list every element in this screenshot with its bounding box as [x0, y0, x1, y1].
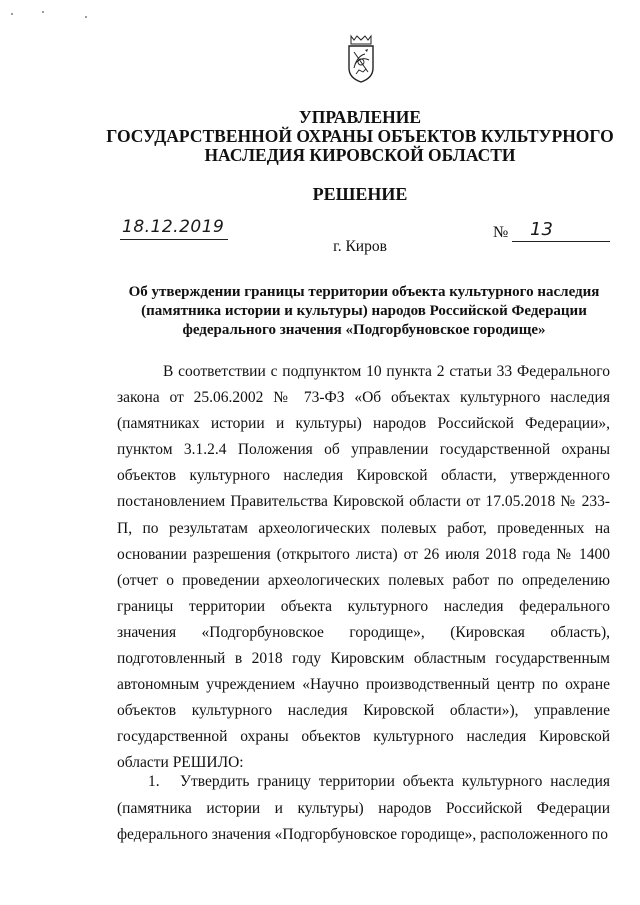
coat-of-arms-icon: [345, 34, 377, 84]
scan-specks: [0, 0, 120, 30]
number-label: №: [493, 224, 509, 241]
subject-line: Об утверждении границы территории объекта культурного наследия: [128, 284, 600, 300]
handwritten-date: 18.12.2019: [122, 217, 225, 237]
org-line: ГОСУДАРСТВЕННОЙ ОХРАНЫ ОБЪЕКТОВ КУЛЬТУРНОГО: [106, 126, 614, 146]
organization-name: [100, 108, 620, 165]
subject-line: федерального значения «Подгорбуновское городище»: [182, 322, 546, 338]
item-text: Утвердить границу территории объекта культурного наследия (памятника истории и культуры) народов Российской Федерации федерального значения «Подгорбуновское городище», расположенного по: [117, 773, 610, 844]
handwritten-number: 13: [530, 219, 553, 240]
preamble-paragraph: В соответствии с подпунктом 10 пункта 2 статьи 33 Федерального закона от 25.06.2002 № 73-ФЗ «Об объектах культурного наследия (памятниках истории и культуры) народов Российской Федерации», пунктом 3.1.2.4 Положения об управлении государственной охраны объектов культурного наследия Кировской области, утвержденного постановлением Правительства Кировской области от 17.05.2018 № 233-П, по результатам археологических полевых работ, проведенных на основании разрешения (открытого листа) от 26 июля 2018 года № 1400 (отчет о проведении археологических полевых работ по определению границы территории объекта культурного наследия федерального значения «Подгорбуновское городище», (Кировская область), подготовленный в 2018 году Кировским областным государственным автономным учреждением «Научно производственный центр по охране объектов культурного наследия Кировской области»), управление государственной охраны объектов культурного наследия Кировской области РЕШИЛО:: [117, 363, 610, 772]
document-type-title: РЕШЕНИЕ: [312, 184, 408, 204]
org-line: УПРАВЛЕНИЕ: [298, 107, 422, 127]
org-line: НАСЛЕДИЯ КИРОВСКОЙ ОБЛАСТИ: [204, 145, 516, 165]
city-line: г. Киров: [333, 238, 387, 255]
item-number: 1.: [148, 773, 160, 790]
decision-item: [117, 769, 610, 849]
date-field: [120, 217, 228, 240]
subject-line: (памятника истории и культуры) народов Российской Федерации: [141, 303, 587, 319]
decision-subject: [108, 283, 620, 340]
